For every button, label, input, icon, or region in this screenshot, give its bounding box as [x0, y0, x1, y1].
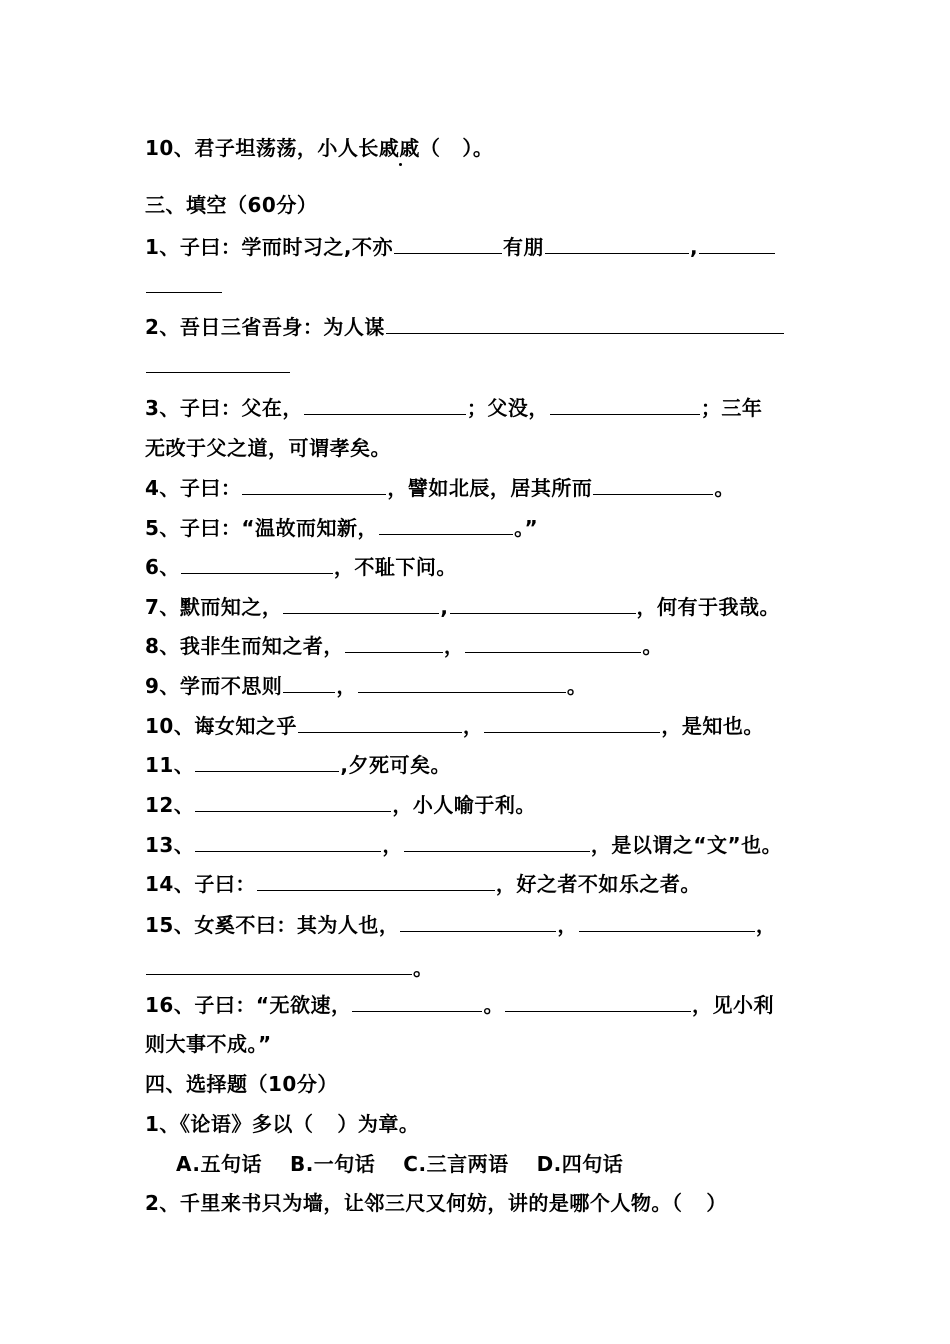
answer-blank[interactable] [146, 272, 222, 293]
answer-blank[interactable] [181, 553, 333, 574]
option-b[interactable]: B.一句话 [289, 1152, 376, 1176]
fill-question-1: 1、子曰：学而时习之,不亦 有朋 , [145, 233, 776, 260]
fill-question-2: 2、吾日三省吾身：为人谋 [145, 313, 785, 340]
fill-question-10: 10、诲女知之乎 ， ，是知也。 [145, 714, 764, 738]
answer-blank[interactable] [699, 233, 775, 254]
answer-blank[interactable] [545, 233, 689, 254]
fill-question-3-continued: 无改于父之道，可谓孝矣。 [145, 436, 391, 460]
choice-question-2: 2、千里来书只为墙，让邻三尺又何妨，讲的是哪个人物。（ ） [145, 1191, 727, 1215]
fill-question-11: 11、 ,夕死可矣。 [145, 753, 451, 777]
answer-blank[interactable] [195, 831, 381, 852]
answer-blank[interactable] [146, 954, 412, 975]
fill-question-1-continued [145, 272, 223, 299]
answer-blank[interactable] [195, 751, 339, 772]
answer-blank[interactable] [304, 394, 466, 415]
fill-question-4: 4、子曰： ，譬如北辰，居其所而 。 [145, 476, 735, 500]
answer-blank[interactable] [298, 712, 462, 733]
answer-blank[interactable] [579, 911, 755, 932]
answer-blank[interactable] [465, 632, 641, 653]
fill-question-3: 3、子曰：父在， ；父没， ；三年 [145, 396, 763, 420]
answer-blank[interactable] [358, 672, 566, 693]
answer-blank[interactable] [386, 313, 784, 334]
answer-blank[interactable] [283, 672, 335, 693]
answer-blank[interactable] [550, 394, 700, 415]
section-3-title: 三、填空（60分） [145, 193, 318, 217]
choice-question-1: 1、《论语》多以（ ）为章。 [145, 1112, 420, 1136]
answer-blank[interactable] [593, 474, 713, 495]
fill-question-15-continued: 。 [145, 954, 434, 981]
fill-question-13: 13、 ， ，是以谓之“文”也。 [145, 833, 783, 857]
answer-blank[interactable] [379, 514, 513, 535]
fill-question-5: 5、子曰：“温故而知新， 。” [145, 516, 539, 540]
option-c[interactable]: C.三言两语 [403, 1152, 509, 1176]
fill-question-2-continued [145, 352, 291, 379]
fill-question-15: 15、女奚不曰：其为人也， ， ， [145, 913, 777, 937]
section-4-title: 四、选择题（10分） [145, 1072, 338, 1096]
option-d[interactable]: D.四句话 [536, 1152, 624, 1176]
answer-blank[interactable] [195, 791, 391, 812]
answer-blank[interactable] [404, 831, 590, 852]
answer-blank[interactable] [146, 352, 290, 373]
fill-question-16-continued: 则大事不成。” [145, 1032, 272, 1056]
fill-question-8: 8、我非生而知之者， ， 。 [145, 634, 663, 658]
answer-blank[interactable] [400, 911, 556, 932]
fill-question-16: 16、子曰：“无欲速， 。 ，见小利 [145, 993, 774, 1017]
answer-blank[interactable] [283, 593, 439, 614]
fill-question-7: 7、默而知之， , ，何有于我哉。 [145, 595, 781, 619]
fill-question-12: 12、 ，小人喻于利。 [145, 793, 536, 817]
fill-question-14: 14、子曰： ，好之者不如乐之者。 [145, 872, 701, 896]
answer-blank[interactable] [345, 632, 443, 653]
answer-blank[interactable] [257, 870, 495, 891]
answer-blank[interactable] [450, 593, 636, 614]
answer-blank[interactable] [394, 233, 502, 254]
question-10-previous: 10、君子坦荡荡，小人长戚戚（ ）。 [145, 136, 494, 160]
option-a[interactable]: A.五句话 [176, 1152, 262, 1176]
emphasis-dot [399, 163, 402, 166]
answer-blank[interactable] [242, 474, 386, 495]
fill-question-6: 6、 ，不耻下问。 [145, 555, 457, 579]
answer-blank[interactable] [352, 991, 482, 1012]
answer-blank[interactable] [505, 991, 691, 1012]
answer-blank[interactable] [484, 712, 660, 733]
choice-question-1-options [176, 1151, 651, 1177]
fill-question-9: 9、学而不思则 ， 。 [145, 674, 588, 698]
